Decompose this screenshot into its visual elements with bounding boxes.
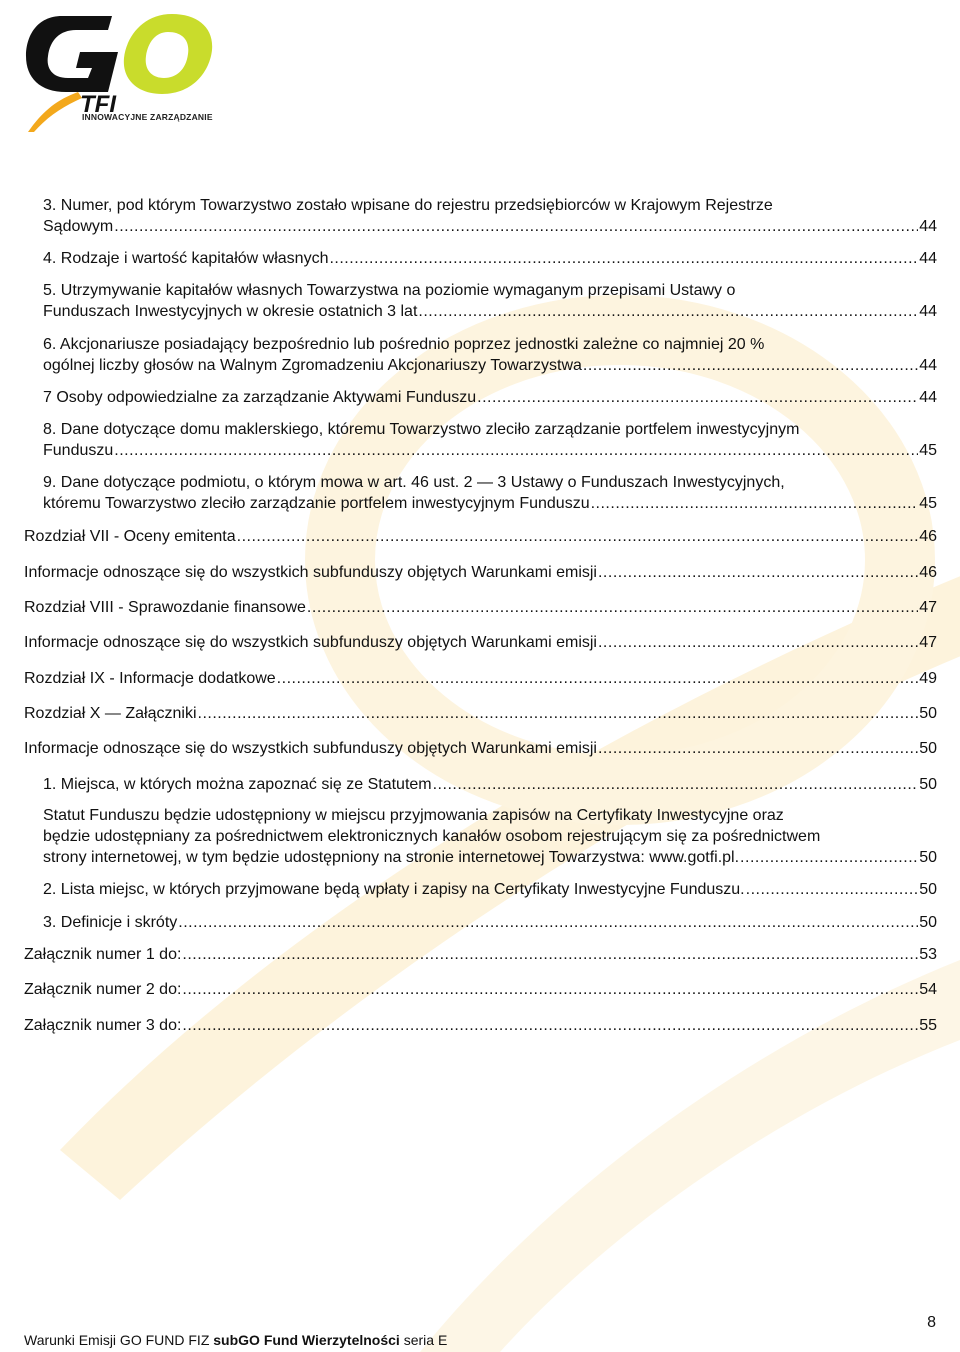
toc-entry-page: 50 bbox=[919, 914, 937, 931]
toc-entry-title: Informacje odnoszące się do wszystkich subfunduszy objętych Warunkami emisji bbox=[24, 740, 597, 757]
toc-entry-8[interactable] bbox=[43, 419, 937, 461]
toc-entry-page: 47 bbox=[919, 634, 937, 651]
toc-entry-page: 45 bbox=[919, 495, 937, 512]
toc-entry-page: 50 bbox=[919, 705, 937, 722]
logo-tfi-text: TFI bbox=[80, 91, 116, 118]
toc-entry-page: 55 bbox=[919, 1017, 937, 1034]
toc-entry-9[interactable] bbox=[43, 472, 937, 514]
toc-annex-1[interactable] bbox=[24, 944, 937, 965]
toc-entry-page: 50 bbox=[919, 776, 937, 793]
toc-entry-info-subfunds-1[interactable] bbox=[24, 562, 937, 583]
page-footer bbox=[24, 1332, 447, 1348]
toc-entry-title: strony internetowej, w tym będzie udostępniony na stronie internetowej Towarzystwa: www.gotfi.pl. bbox=[43, 849, 740, 866]
toc-entry-page: 49 bbox=[919, 670, 937, 687]
toc-annex-3[interactable] bbox=[24, 1015, 937, 1036]
toc-entry-page: 54 bbox=[919, 981, 937, 998]
toc-entry-title: Funduszu bbox=[43, 442, 114, 459]
toc-entry-title: Informacje odnoszące się do wszystkich subfunduszy objętych Warunkami emisji bbox=[24, 634, 597, 651]
toc-entry-title: 2. Lista miejsc, w których przyjmowane będą wpłaty i zapisy na Certyfikaty Inwestycyjne Funduszu. bbox=[43, 881, 745, 898]
toc-entry-first-line: 6. Akcjonariusze posiadający bezpośrednio lub pośrednio poprzez jednostki zależne co najmniej 20 % bbox=[43, 336, 765, 353]
toc-entry-first-line: 5. Utrzymywanie kapitałów własnych Towarzystwa na poziomie wymaganym przepisami Ustawy o bbox=[43, 282, 736, 299]
footer-text: Warunki Emisji GO FUND FIZ bbox=[24, 1332, 214, 1348]
toc-entry-title: Załącznik numer 3 do: bbox=[24, 1017, 182, 1034]
toc-chapter-viii[interactable] bbox=[24, 597, 937, 618]
toc-entry-title: 4. Rodzaje i wartość kapitałów własnych bbox=[43, 250, 329, 267]
toc-entry-page: 44 bbox=[919, 303, 937, 320]
toc-entry-title: 3. Definicje i skróty bbox=[43, 914, 178, 931]
toc-entry-title: Rozdział IX - Informacje dodatkowe bbox=[24, 670, 276, 687]
toc-entry-page: 44 bbox=[919, 357, 937, 374]
toc-entry-first-line: 3. Numer, pod którym Towarzystwo zostało wpisane do rejestru przedsiębiorców w Krajowym Rejestrze bbox=[43, 197, 773, 214]
toc-entry-title: Załącznik numer 1 do: bbox=[24, 946, 182, 963]
toc-entry-7[interactable] bbox=[43, 387, 937, 408]
toc-entry-x-3[interactable] bbox=[43, 912, 937, 933]
toc-entry-title: Informacje odnoszące się do wszystkich subfunduszy objętych Warunkami emisji bbox=[24, 564, 597, 581]
toc-entry-title: 1. Miejsca, w których można zapoznać się ze Statutem bbox=[43, 776, 432, 793]
toc-entry-page: 46 bbox=[919, 564, 937, 581]
toc-entry-info-subfunds-3[interactable] bbox=[24, 738, 937, 759]
toc-entry-statut[interactable] bbox=[43, 805, 937, 868]
footer-fund-name: subGO Fund Wierzytelności bbox=[213, 1332, 400, 1348]
toc-annex-2[interactable] bbox=[24, 979, 937, 1000]
toc-entry-title: Załącznik numer 2 do: bbox=[24, 981, 182, 998]
toc-entry-title: Rozdział VIII - Sprawozdanie finansowe bbox=[24, 599, 306, 616]
toc-entry-first-line: Statut Funduszu będzie udostępniony w miejscu przyjmowania zapisów na Certyfikaty Inwestycyjne oraz bbox=[43, 807, 784, 824]
toc-entry-title: ogólnej liczby głosów na Walnym Zgromadzeniu Akcjonariuszy Towarzystwa bbox=[43, 357, 582, 374]
toc-entry-info-subfunds-2[interactable] bbox=[24, 632, 937, 653]
toc-entry-page: 47 bbox=[919, 599, 937, 616]
toc-entry-page: 44 bbox=[919, 250, 937, 267]
toc-entry-title: Funduszach Inwestycyjnych w okresie ostatnich 3 lat bbox=[43, 303, 418, 320]
toc-entry-page: 53 bbox=[919, 946, 937, 963]
toc-entry-second-line: będzie udostępniany za pośrednictwem elektronicznych kanałów osobom rejestrującym się za pośrednictwem bbox=[43, 828, 821, 845]
toc-entry-title: Rozdział X — Załączniki bbox=[24, 705, 197, 722]
toc-entry-5[interactable] bbox=[43, 280, 937, 322]
footer-series: seria E bbox=[399, 1332, 448, 1348]
toc-entry-first-line: 8. Dane dotyczące domu maklerskiego, któremu Towarzystwo zleciło zarządzanie portfelem inwestycyjnym bbox=[43, 421, 800, 438]
toc-entry-x-2[interactable] bbox=[43, 879, 937, 900]
toc-entry-page: 50 bbox=[919, 881, 937, 898]
toc-entry-x-1[interactable] bbox=[43, 774, 937, 795]
toc-entry-page: 46 bbox=[919, 528, 937, 545]
toc-entry-6[interactable] bbox=[43, 334, 937, 376]
logo-tagline: INNOWACYJNE ZARZĄDZANIE bbox=[82, 112, 213, 122]
toc-chapter-vii[interactable] bbox=[24, 526, 937, 547]
toc-entry-first-line: 9. Dane dotyczące podmiotu, o którym mowa w art. 46 ust. 2 — 3 Ustawy o Funduszach Inwestycyjnych, bbox=[43, 474, 785, 491]
toc-entry-page: 50 bbox=[919, 740, 937, 757]
toc-entry-page: 50 bbox=[919, 849, 937, 866]
toc-entry-4[interactable] bbox=[43, 248, 937, 269]
toc-entry-3[interactable] bbox=[43, 195, 937, 237]
toc-chapter-x[interactable] bbox=[24, 703, 937, 724]
toc-chapter-ix[interactable] bbox=[24, 668, 937, 689]
toc-entry-page: 44 bbox=[919, 389, 937, 406]
toc-entry-page: 45 bbox=[919, 442, 937, 459]
toc-entry-title: Sądowym bbox=[43, 218, 114, 235]
toc-entry-title: Rozdział VII - Oceny emitenta bbox=[24, 528, 236, 545]
page-number: 8 bbox=[927, 1314, 936, 1331]
toc-entry-title: 7 Osoby odpowiedzialne za zarządzanie Aktywami Funduszu bbox=[43, 389, 477, 406]
toc-entry-page: 44 bbox=[919, 218, 937, 235]
toc-entry-title: któremu Towarzystwo zleciło zarządzanie portfelem inwestycyjnym Funduszu bbox=[43, 495, 590, 512]
